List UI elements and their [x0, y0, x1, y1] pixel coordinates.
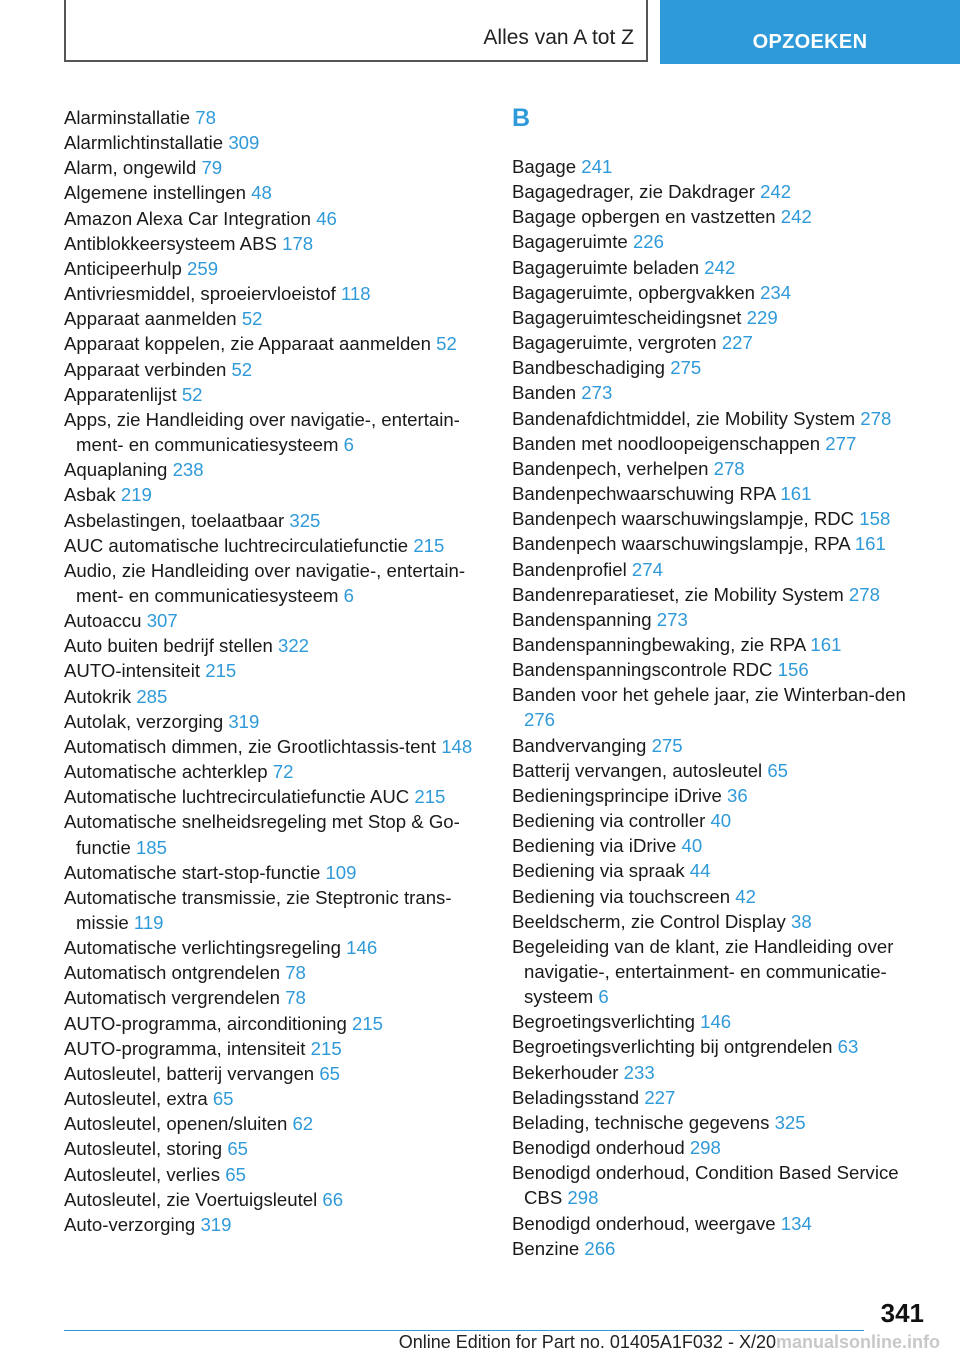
- index-entry-text: AUTO-programma, airconditioning: [64, 1012, 347, 1034]
- index-entry-text: Batterij vervangen, autosleutel: [512, 759, 763, 781]
- index-entry-text: Asbak: [64, 484, 116, 506]
- index-column-left: [64, 105, 482, 1237]
- index-entry: [64, 1187, 482, 1212]
- index-entry: [512, 1034, 922, 1059]
- index-entry: [64, 658, 482, 683]
- index-entry: [64, 709, 482, 734]
- index-entry: [64, 885, 482, 935]
- index-entry-text: Bagageruimte: [512, 231, 628, 253]
- index-entry-text: Automatische snelheidsregeling met Stop & Go-functie: [64, 811, 460, 858]
- index-entry: [512, 657, 922, 682]
- page-link[interactable]: 227: [721, 332, 753, 354]
- index-entry-text: Auto-verzorging: [64, 1213, 196, 1235]
- index-entry: [512, 808, 922, 833]
- index-entry-text: Autosleutel, openen/sluiten: [64, 1113, 288, 1135]
- page-link[interactable]: 325: [774, 1111, 806, 1133]
- index-entry-text: Bandenpechwaarschuwing RPA: [512, 483, 776, 505]
- index-entry-text: Bagageruimtescheidingsnet: [512, 306, 742, 328]
- index-entry-text: Banden met noodloopeigenschappen: [512, 432, 821, 454]
- index-tab[interactable]: [64, 0, 648, 62]
- index-entry: [512, 330, 922, 355]
- index-entry-text: Bandenreparatieset, zie Mobility System: [512, 583, 844, 605]
- page-link[interactable]: 79: [201, 157, 223, 179]
- index-entry-text: Automatisch vergrendelen: [64, 987, 281, 1009]
- index-entry-text: Bandenspanningscontrole RDC: [512, 659, 773, 681]
- page-link[interactable]: 298: [567, 1187, 599, 1209]
- index-entry: [512, 406, 922, 431]
- index-entry-text: Alarmlichtinstallatie: [64, 132, 224, 154]
- index-entry-text: AUTO-programma, intensiteit: [64, 1037, 306, 1059]
- page-link[interactable]: 46: [316, 207, 337, 229]
- index-entry-text: Bagageruimte beladen: [512, 256, 700, 278]
- page-link[interactable]: 6: [343, 584, 354, 606]
- index-entry: [64, 985, 482, 1010]
- index-entry: [64, 533, 482, 558]
- page-link[interactable]: 78: [195, 107, 216, 128]
- page-link[interactable]: 66: [322, 1188, 344, 1210]
- page-link[interactable]: 319: [228, 710, 260, 732]
- page-link[interactable]: 42: [735, 885, 756, 907]
- page-link[interactable]: 219: [120, 484, 152, 506]
- page-link[interactable]: 148: [441, 735, 473, 757]
- index-entry: [64, 1136, 482, 1161]
- footer-divider: [64, 1330, 864, 1331]
- index-entry: [64, 759, 482, 784]
- index-entry: [64, 684, 482, 709]
- index-entry: [512, 1110, 922, 1135]
- page-link[interactable]: 226: [632, 231, 664, 253]
- index-entry: [64, 281, 482, 306]
- page-link[interactable]: 229: [746, 306, 778, 328]
- page-link[interactable]: 238: [172, 459, 204, 481]
- page-link[interactable]: 242: [760, 181, 792, 203]
- index-entry-text: Bandenpech, verhelpen: [512, 457, 709, 479]
- index-entry: [64, 1111, 482, 1136]
- page-link[interactable]: 52: [181, 383, 203, 405]
- page-link[interactable]: 215: [414, 786, 446, 808]
- index-entry-text: Benzine: [512, 1237, 580, 1259]
- page-link[interactable]: 274: [631, 558, 663, 580]
- page-link[interactable]: 275: [651, 734, 683, 756]
- index-entry: [64, 1011, 482, 1036]
- index-entry: [512, 607, 922, 632]
- index-entry-text: Asbelastingen, toelaatbaar: [64, 509, 285, 531]
- page-link[interactable]: 62: [292, 1113, 314, 1135]
- index-entry-text: Alarminstallatie: [64, 107, 191, 128]
- index-entry: [512, 506, 922, 531]
- index-entry: [512, 229, 922, 254]
- index-entry: [512, 1009, 922, 1034]
- page-link[interactable]: 119: [133, 912, 164, 933]
- page-link[interactable]: 215: [413, 534, 445, 556]
- page-link[interactable]: 241: [581, 156, 613, 177]
- page-link[interactable]: 278: [860, 407, 892, 429]
- page-link[interactable]: 227: [644, 1086, 676, 1108]
- index-entry: [64, 206, 482, 231]
- index-entry: [512, 456, 922, 481]
- index-entry-text: Banden: [512, 382, 577, 404]
- index-entry-text: Bandbeschadiging: [512, 357, 666, 379]
- index-entry: [64, 1086, 482, 1111]
- index-entry-text: Bandvervanging: [512, 734, 647, 756]
- index-entry-text: Automatische achterklep: [64, 761, 268, 783]
- search-tab[interactable]: [660, 0, 960, 64]
- index-entry-text: Beeldscherm, zie Control Display: [512, 910, 786, 932]
- index-entry-text: Autokrik: [64, 685, 132, 707]
- edition-text: Online Edition for Part no. 01405A1F032 - X/20: [398, 1332, 776, 1352]
- index-entry: [64, 180, 482, 205]
- index-entry-text: Automatisch ontgrendelen: [64, 962, 281, 984]
- page-link[interactable]: 259: [187, 257, 219, 279]
- index-entry: [64, 608, 482, 633]
- index-entry: [512, 858, 922, 883]
- index-entry: [64, 1061, 482, 1086]
- index-entry: [64, 306, 482, 331]
- page-link[interactable]: 161: [780, 483, 812, 505]
- index-entry: [512, 1135, 922, 1160]
- index-entry: [64, 960, 482, 985]
- page-link[interactable]: 234: [760, 281, 792, 303]
- page-link[interactable]: 44: [689, 860, 711, 882]
- page-link[interactable]: 285: [136, 685, 168, 707]
- page-link[interactable]: 273: [656, 608, 688, 630]
- page-link[interactable]: 322: [277, 635, 310, 657]
- index-entry-text: Alarm, ongewild: [64, 157, 197, 179]
- index-entry: [64, 1162, 482, 1187]
- index-entry-text: Begroetingsverlichting: [512, 1011, 695, 1033]
- page-link[interactable]: 233: [623, 1061, 655, 1083]
- page-link[interactable]: 158: [859, 508, 891, 530]
- index-entry-text: Bandenpech waarschuwingslampje, RPA: [512, 533, 850, 555]
- index-entry-text: Bandenprofiel: [512, 558, 627, 580]
- page-link[interactable]: 52: [436, 333, 457, 355]
- page-link[interactable]: 65: [319, 1062, 340, 1084]
- index-entry: [512, 682, 922, 732]
- page-link[interactable]: 185: [135, 836, 167, 858]
- index-entry-text: Apparaat aanmelden: [64, 308, 237, 330]
- page-link[interactable]: 109: [325, 861, 357, 883]
- index-entry: [64, 105, 482, 130]
- index-entry-text: Autosleutel, storing: [64, 1138, 223, 1160]
- page-link[interactable]: 325: [289, 509, 321, 531]
- index-entry: [512, 280, 922, 305]
- index-entry: [64, 860, 482, 885]
- index-entry-text: Bandenspanning: [512, 608, 652, 630]
- index-entry: [512, 783, 922, 808]
- index-entry: [64, 508, 482, 533]
- page-link[interactable]: 307: [146, 610, 178, 632]
- index-entry: [512, 884, 922, 909]
- index-entry-text: Benodigd onderhoud, weergave: [512, 1212, 776, 1234]
- index-entry-text: Bagagedrager, zie Dakdrager: [512, 181, 755, 203]
- page-link[interactable]: 278: [848, 583, 880, 605]
- index-entry-text: Anticipeerhulp: [64, 257, 182, 279]
- index-entry-text: Autoaccu: [64, 610, 142, 632]
- index-entry-text: Bedieningsprincipe iDrive: [512, 784, 722, 806]
- search-tab-label: OPZOEKEN: [752, 31, 868, 53]
- index-entry: [512, 154, 922, 179]
- index-entry-text: Autosleutel, batterij vervangen: [64, 1062, 315, 1084]
- page-link[interactable]: 65: [212, 1088, 234, 1110]
- index-entry-text: Benodigd onderhoud, Condition Based Service CBS: [512, 1162, 899, 1209]
- page-link[interactable]: 146: [346, 937, 378, 959]
- index-entry: [512, 204, 922, 229]
- page-link[interactable]: 40: [710, 810, 732, 832]
- page-link[interactable]: 309: [228, 132, 260, 154]
- index-entry-text: Beladingsstand: [512, 1086, 640, 1108]
- page-link[interactable]: 161: [854, 533, 886, 555]
- index-entry: [512, 179, 922, 204]
- index-entry: [512, 1160, 922, 1210]
- section-letter: B: [512, 104, 531, 132]
- index-entry: [64, 231, 482, 256]
- index-entry: [512, 758, 922, 783]
- index-entry: [512, 1236, 922, 1261]
- index-entry-text: Bagageruimte, vergroten: [512, 332, 717, 354]
- index-entry-text: Banden voor het gehele jaar, zie Winterban-den: [512, 684, 906, 706]
- index-entry-text: Auto buiten bedrijf stellen: [64, 635, 273, 657]
- index-entry: [512, 255, 922, 280]
- watermark: manualsonline.info: [775, 1332, 940, 1352]
- index-entry-text: Apps, zie Handleiding over navigatie-, entertain-ment- en communicatiesysteem: [64, 408, 460, 456]
- page-link[interactable]: 6: [343, 434, 354, 456]
- index-entry: [64, 784, 482, 809]
- index-entry-text: Bandenafdichtmiddel, zie Mobility System: [512, 407, 856, 429]
- index-entry-text: Automatisch dimmen, zie Grootlichtassis-tent: [64, 735, 437, 757]
- page-link[interactable]: 276: [524, 709, 556, 731]
- page-link[interactable]: 266: [584, 1237, 616, 1259]
- index-entry-text: Benodigd onderhoud: [512, 1137, 685, 1159]
- index-entry-text: Automatische transmissie, zie Steptronic trans-missie: [64, 886, 452, 933]
- index-entry-text: Bagageruimte, opbergvakken: [512, 281, 755, 303]
- index-entry-text: Autolak, verzorging: [64, 710, 224, 732]
- page-link[interactable]: 72: [272, 761, 294, 783]
- index-entry-text: Audio, zie Handleiding over navigatie-, entertain-ment- en communicatiesysteem: [64, 559, 466, 606]
- index-entry-text: Bagage: [512, 156, 577, 177]
- page-link[interactable]: 242: [704, 256, 736, 278]
- index-entry: [512, 909, 922, 934]
- index-entry: [64, 457, 482, 482]
- page-link[interactable]: 36: [726, 784, 748, 806]
- page-link[interactable]: 298: [689, 1137, 721, 1159]
- index-entry-text: Bediening via touchscreen: [512, 885, 731, 907]
- index-entry: [512, 1085, 922, 1110]
- index-entry: [64, 482, 482, 507]
- index-entry-text: Amazon Alexa Car Integration: [64, 207, 312, 229]
- index-entry: [64, 935, 482, 960]
- page-link[interactable]: 65: [227, 1138, 248, 1160]
- page-link[interactable]: 215: [205, 660, 237, 682]
- index-entry-text: Autosleutel, zie Voertuigsleutel: [64, 1188, 318, 1210]
- page-link[interactable]: 65: [225, 1163, 246, 1185]
- page-link[interactable]: 277: [825, 432, 857, 454]
- index-entry-text: Aquaplaning: [64, 459, 168, 481]
- index-entry: [512, 1060, 922, 1085]
- index-entry: [64, 130, 482, 155]
- page-number: 341: [880, 1298, 924, 1328]
- index-entry: [64, 382, 482, 407]
- index-entry: [64, 407, 482, 457]
- page-link[interactable]: 6: [598, 986, 609, 1008]
- index-entry: [512, 305, 922, 330]
- page-link[interactable]: 38: [791, 910, 812, 932]
- index-entry: [512, 355, 922, 380]
- index-entry-text: Antivriesmiddel, sproeiervloeistof: [64, 283, 336, 305]
- page-link[interactable]: 78: [285, 987, 306, 1009]
- index-entry-text: Bandenspanningbewaking, zie RPA: [512, 633, 806, 655]
- index-entry-text: Autosleutel, extra: [64, 1088, 208, 1110]
- index-entry: [512, 431, 922, 456]
- index-entry: [64, 558, 482, 608]
- page-link[interactable]: 242: [780, 206, 812, 228]
- page-link[interactable]: 273: [581, 382, 613, 404]
- index-entry: [64, 1212, 482, 1237]
- footer: [0, 1332, 940, 1353]
- index-entry: [64, 1036, 482, 1061]
- page-link[interactable]: 215: [310, 1037, 342, 1059]
- page-link[interactable]: 178: [282, 232, 314, 254]
- index-entry-text: Bediening via spraak: [512, 860, 685, 882]
- index-entry-text: Bediening via controller: [512, 810, 706, 832]
- index-entry-text: Bagage opbergen en vastzetten: [512, 206, 776, 228]
- index-entry-text: AUC automatische luchtrecirculatiefunctie: [64, 534, 409, 556]
- index-entry-text: Bandenpech waarschuwingslampje, RDC: [512, 508, 855, 530]
- page-link[interactable]: 156: [777, 659, 809, 681]
- page-link[interactable]: 134: [780, 1212, 812, 1234]
- index-entry-text: Apparaat koppelen, zie Apparaat aanmelden: [64, 333, 431, 355]
- index-entry: [512, 582, 922, 607]
- page-link[interactable]: 118: [340, 283, 371, 305]
- index-entry-text: Apparaat verbinden: [64, 358, 227, 380]
- page-link[interactable]: 319: [200, 1213, 232, 1235]
- index-entry: [512, 380, 922, 405]
- index-entry-text: Automatische luchtrecirculatiefunctie AUC: [64, 786, 410, 808]
- index-entry-text: Algemene instellingen: [64, 182, 246, 204]
- index-entry: [64, 331, 482, 356]
- index-entry-text: Begeleiding van de klant, zie Handleiding over navigatie-, entertainment- en communicatie-systeem: [512, 935, 894, 1008]
- index-entry-text: Bediening via iDrive: [512, 835, 677, 857]
- index-entry: [64, 256, 482, 281]
- index-entry: [512, 632, 922, 657]
- index-tab-label: Alles van A tot Z: [483, 26, 634, 49]
- index-entry: [512, 1211, 922, 1236]
- index-entry: [64, 155, 482, 180]
- index-column-right: [512, 100, 922, 1261]
- page-link[interactable]: 278: [713, 457, 745, 479]
- index-entry: [64, 357, 482, 382]
- index-entry-text: Begroetingsverlichting bij ontgrendelen: [512, 1036, 833, 1058]
- index-entry: [512, 557, 922, 582]
- index-entry: [512, 934, 922, 1009]
- page-link[interactable]: 52: [241, 308, 263, 330]
- index-entry-text: Automatische verlichtingsregeling: [64, 937, 341, 959]
- index-entry: [512, 481, 922, 506]
- index-entry: [512, 833, 922, 858]
- index-entry: [64, 633, 482, 658]
- index-entry-text: Apparatenlijst: [64, 383, 177, 405]
- index-entry-text: Bekerhouder: [512, 1061, 619, 1083]
- index-entry: [512, 733, 922, 758]
- page-link[interactable]: 161: [810, 633, 842, 655]
- top-navigation: [64, 0, 960, 64]
- index-entry-text: Belading, technische gegevens: [512, 1111, 770, 1133]
- page-link[interactable]: 65: [767, 759, 788, 781]
- page-link[interactable]: 78: [285, 962, 306, 984]
- page-link[interactable]: 52: [231, 358, 253, 380]
- page-link[interactable]: 146: [700, 1011, 732, 1033]
- index-entry-text: Antiblokkeersysteem ABS: [64, 232, 277, 254]
- index-entry-text: Automatische start-stop-functie: [64, 861, 321, 883]
- index-entry-text: Autosleutel, verlies: [64, 1163, 221, 1185]
- page-link[interactable]: 63: [837, 1036, 859, 1058]
- page-link[interactable]: 48: [251, 182, 272, 204]
- page-link[interactable]: 40: [681, 835, 703, 857]
- page-link[interactable]: 215: [351, 1012, 384, 1034]
- index-entry: [64, 809, 482, 859]
- index-entry: [64, 734, 482, 759]
- index-entry: [512, 531, 922, 556]
- index-entry-text: AUTO-intensiteit: [64, 660, 201, 682]
- page-link[interactable]: 275: [670, 357, 702, 379]
